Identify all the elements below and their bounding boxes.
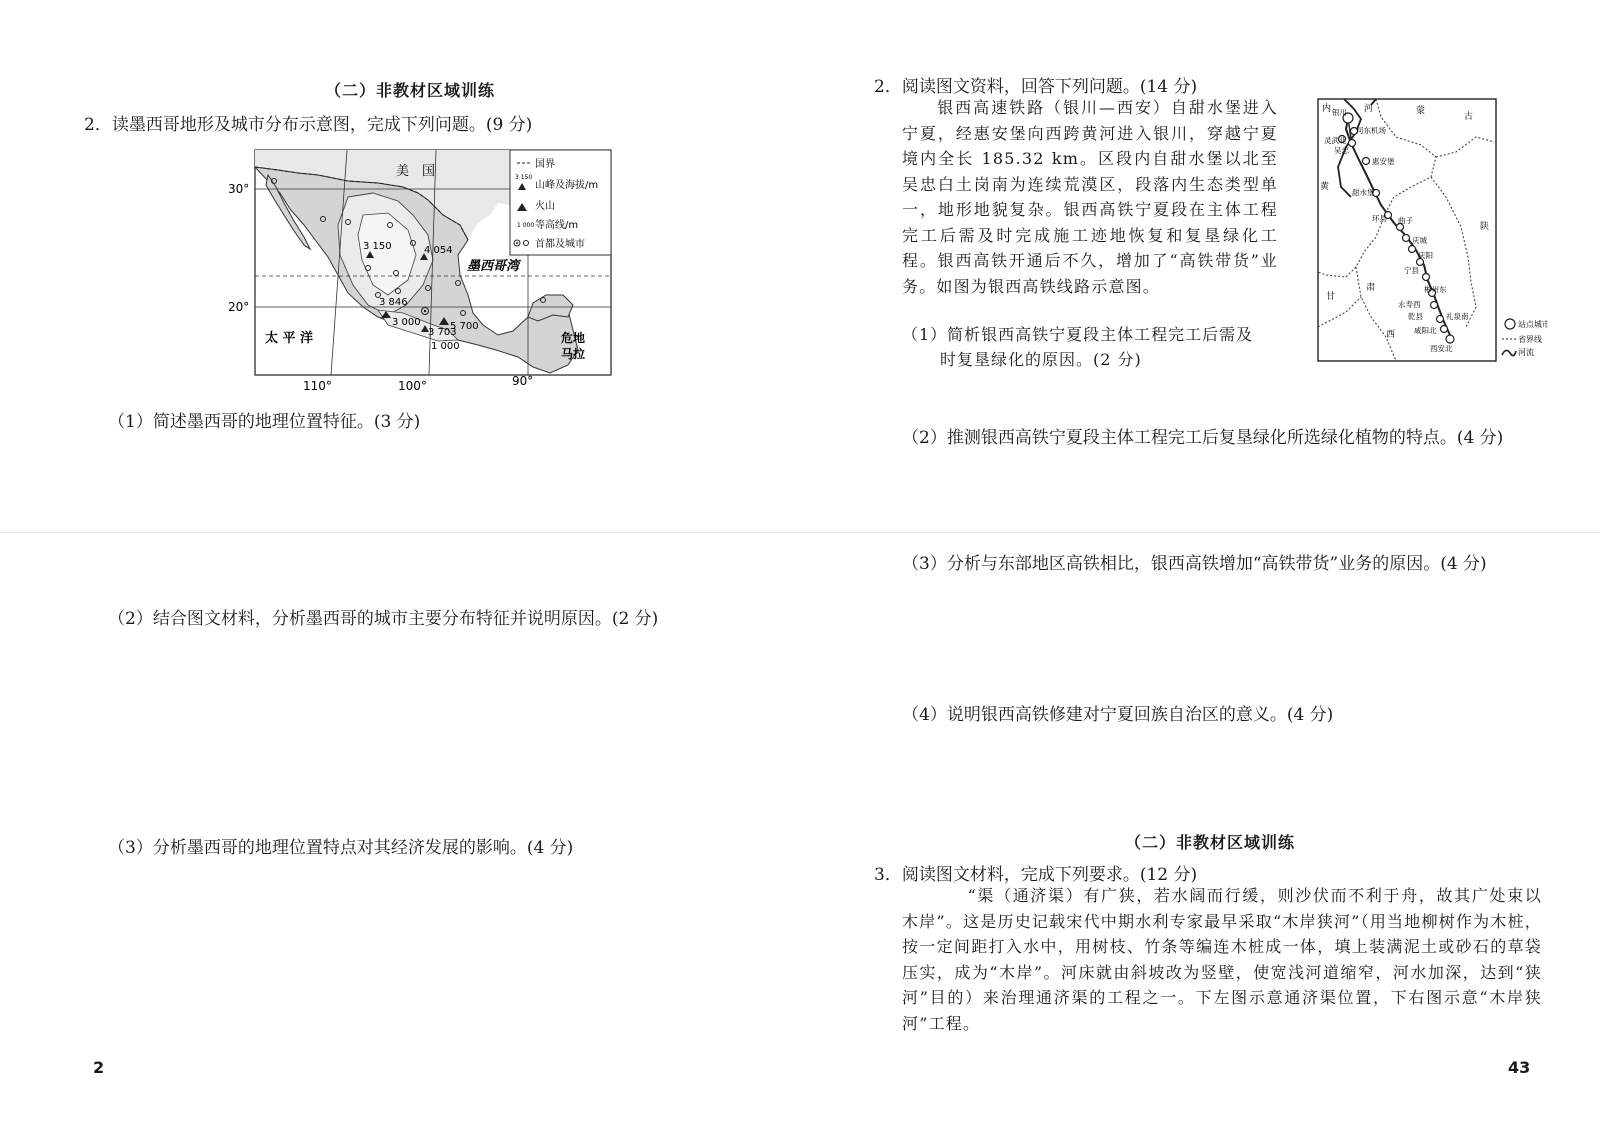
peak-4054: 4 054 [424,245,453,256]
peak-3150: 3 150 [363,241,392,252]
station-lingwubei: 灵武北 [1324,136,1347,145]
legend-station-label: 站点城市 [1518,320,1548,329]
mexico-map [228,145,620,395]
right-section-title: （二）非教材区域训练 [1125,833,1296,852]
left-page-number: 2 [93,1058,105,1077]
station-huanxian: 环县 [1372,214,1387,223]
lon-100-label: 100° [398,379,427,393]
contour-1000: 1 000 [431,341,460,352]
station-quzi: 曲子 [1398,216,1413,225]
railway-map [1316,97,1548,365]
legend-contour-sample: 1 000 [517,222,535,229]
station-yinchuan: 银川 [1332,108,1347,117]
station-hedong: 河东机场 [1356,126,1386,135]
legend-volcano-label: 火山 [535,201,555,212]
legend-border-label: 国界 [535,159,555,170]
lat-30-label: 30° [228,182,250,196]
right-page-number: 43 [1508,1058,1531,1077]
mexico-map-svg [228,145,620,395]
gulf-label: 墨西哥湾 [467,259,520,274]
map-label-gan: 甘 [1326,292,1336,302]
right-q2-stem: 2．阅读图文资料，回答下列问题。(14 分) [874,77,1198,97]
station-wuzhong: 吴忠 [1334,146,1349,155]
peak-3703: 3 703 [428,327,457,338]
right-q2-2: （2）推测银西高铁宁夏段主体工程完工后复垦绿化所选绿化植物的特点。(4 分) [902,428,1504,448]
map-label-su: 肃 [1366,283,1376,293]
right-q2-3: （3）分析与东部地区高铁相比，银西高铁增加“高铁带货”业务的原因。(4 分) [902,554,1487,574]
map-label-shaan: 陕 [1480,222,1490,232]
station-huianpu: 惠安堡 [1372,157,1395,166]
legend-border-label: 省界线 [1518,335,1542,344]
lat-20-label: 20° [228,300,250,314]
map-label-nei: 内 [1322,104,1332,114]
map-label-xi: 西 [1386,330,1396,340]
peak-3846: 3 846 [379,297,408,308]
legend-peak-label: 山峰及海拔/m [535,180,599,191]
map-label-gu: 古 [1464,112,1474,122]
peak-3000: 3 000 [392,317,421,328]
map-label-meng: 蒙 [1416,106,1426,116]
station-tianshuipu: 甜水堡 [1352,188,1375,197]
left-q2-stem: 2．读墨西哥地形及城市分布示意图，完成下列问题。(9 分) [84,115,533,135]
map-label-huang: 黄 [1320,182,1330,192]
right-q2-para: 银西高速铁路（银川—西安）自甜水堡进入宁夏，经惠安堡向西跨黄河进入银川，穿越宁夏境内全长 185.32 km。区段内自甜水堡以北至吴忠白土岗南为连续荒漠区，段落内生态类型单一，地形地貌复杂。银西高铁宁夏段在主体工程完工后需及时完成施工迹地恢复和复垦绿化工程。银西高铁开通后不久，增加了“高铁带货”业务。如图为银西高铁线路示意图。 [902,98,1278,296]
left-q2-2: （2）结合图文材料，分析墨西哥的城市主要分布特征并说明原因。(2 分) [108,609,659,629]
station-liquannan: 礼泉南 [1446,312,1469,321]
left-q2-3: （3）分析墨西哥的地理位置特点对其经济发展的影响。(4 分) [108,838,574,858]
legend-river-label: 河流 [1518,348,1534,357]
station-xianbei: 西安北 [1430,344,1453,353]
left-q2-1: （1）简述墨西哥的地理位置特征。(3 分) [108,412,421,432]
pacific-label: 太 平 洋 [265,331,314,346]
legend-city-label: 首都及城市 [535,239,585,250]
station-qingcheng: 庆城 [1412,236,1427,245]
left-section-title: （二）非教材区域训练 [325,81,496,100]
guatemala-label-1: 危地 [561,331,586,345]
station-binzhoudong: 彬州东 [1424,285,1447,294]
station-xianyangbei: 咸阳北 [1414,326,1437,335]
map-label-river: 河 [1364,104,1374,114]
right-q3-stem: 3．阅读图文材料，完成下列要求。(12 分) [874,865,1198,885]
fold-line [0,532,1600,533]
peak-5700: 5 700 [450,321,479,332]
right-q2-1-line2: 时复垦绿化的原因。(2 分) [940,350,1142,369]
lon-90-label: 90° [512,374,534,388]
legend-peak-sample: 3 150 [515,174,533,181]
usa-label: 美 国 [396,164,436,179]
right-q2-1-line1: （1）简析银西高铁宁夏段主体工程完工后需及 [902,325,1254,344]
guatemala-label-2: 马拉 [561,347,586,361]
station-qingyang: 庆阳 [1418,251,1433,260]
railway-map-svg [1316,97,1548,365]
right-q2-4: （4）说明银西高铁修建对宁夏回族自治区的意义。(4 分) [902,705,1334,725]
station-ningxian: 宁县 [1404,266,1419,275]
station-yongshouxi: 永寿西 [1398,300,1421,309]
lon-110-label: 110° [303,379,332,393]
legend-contour-label: 等高线/m [535,220,579,231]
station-qianxian: 乾县 [1408,312,1423,321]
right-q3-para: “渠（通济渠）有广狭，若水阔而行缓，则沙伏而不利于舟，故其广处束以木岸”。这是历史记载宋代中期水利专家最早采取“木岸狭河”（用当地柳树作为木桩，按一定间距打入水中，用树枝、竹条等编连木桩成一体，填上装满泥土或砂石的草袋压实，成为“木岸”。河床就由斜坡改为竖壁，使宽浅河道缩窄，河水加深，达到“狭河”目的）来治理通济渠的工程之一。下左图示意通济渠位置，下右图示意“木岸狭河”工程。 [902,886,1542,1033]
